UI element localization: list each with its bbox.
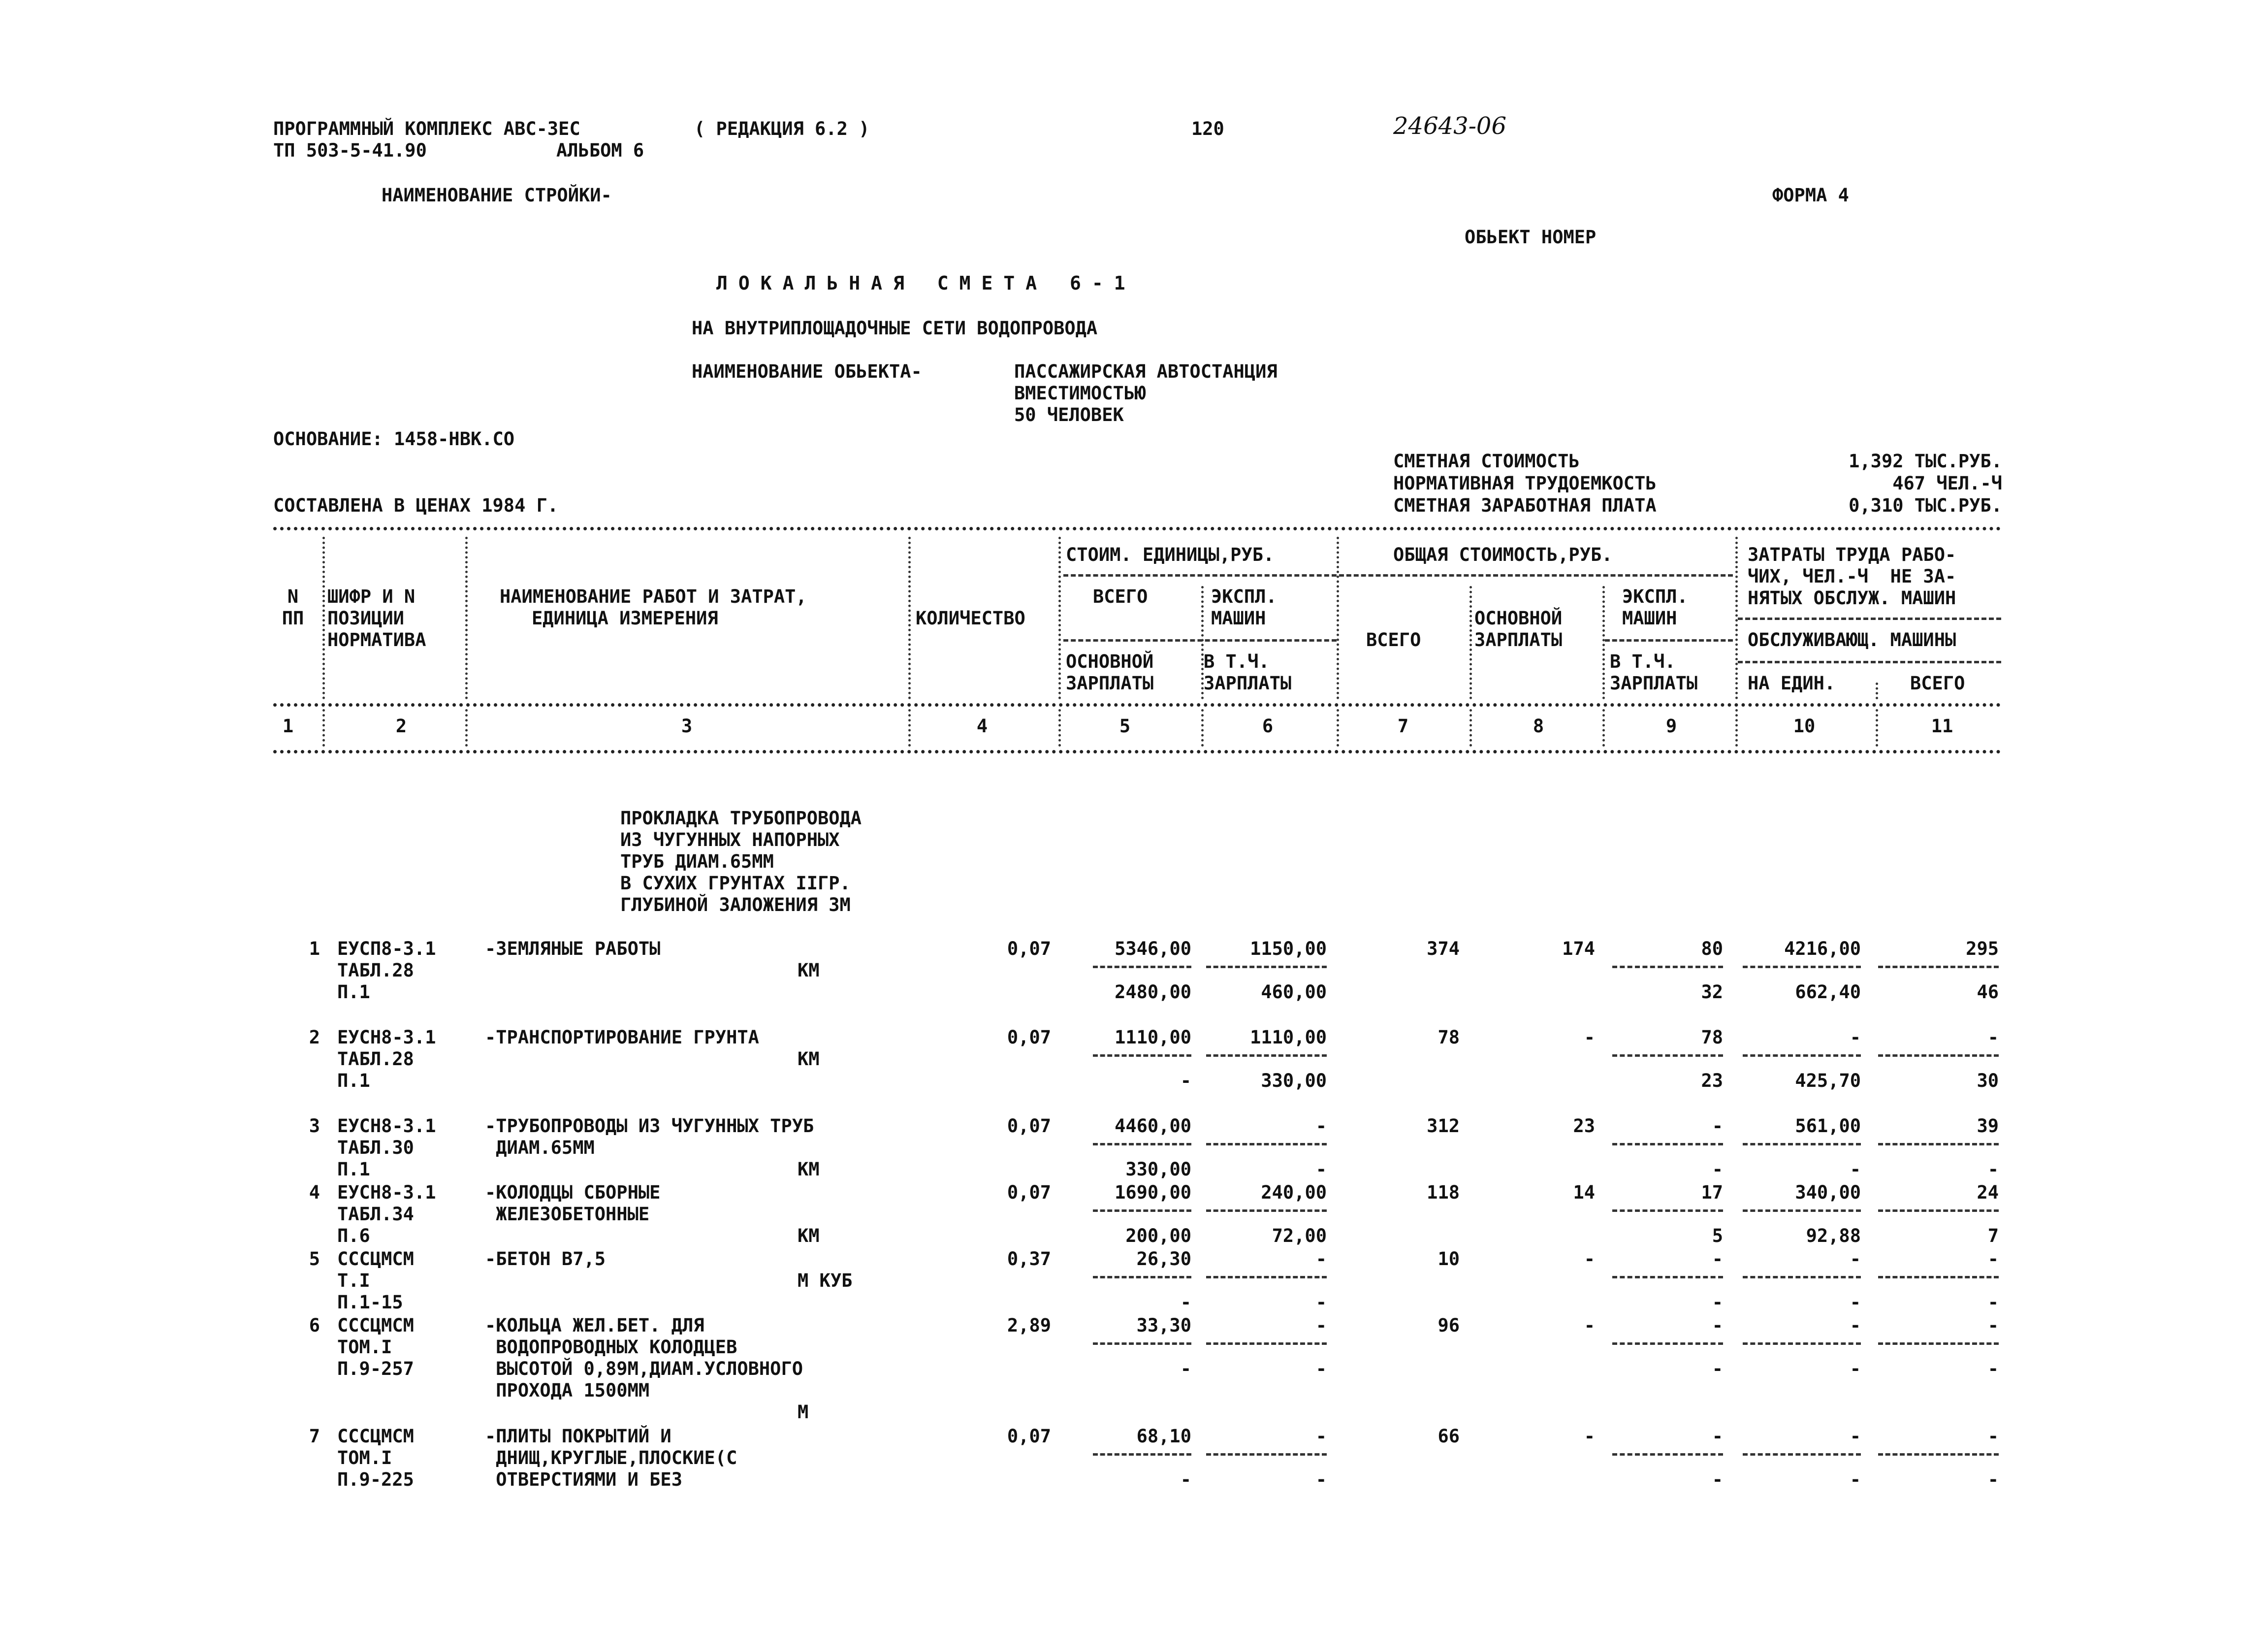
row-code: ТОМ.I [337,1447,392,1468]
row-total-machine-wage: - [1712,1358,1723,1379]
row-total-machine: - [1712,1248,1723,1270]
row-labor-total: 24 [1977,1182,1999,1203]
unit-wage-header: ОСНОВНОЙ [1066,651,1154,672]
subtotal-divider [1878,1209,1999,1212]
row-unit-total: 26,30 [1136,1248,1191,1270]
col1-header: N [287,586,299,607]
subtotal-divider [1206,1143,1327,1145]
subtotal-divider [1743,1054,1861,1057]
unit-cost-header: СТОИМ. ЕДИНИЦЫ,РУБ. [1066,544,1275,565]
column-separator [908,709,911,747]
subtotal-divider [1206,1342,1327,1345]
row-number: 7 [309,1426,320,1447]
row-unit-wage: - [1180,1469,1191,1490]
row-quantity: 0,07 [1007,1115,1051,1137]
row-unit: КМ [798,1225,820,1246]
row-unit-machine: 240,00 [1261,1182,1327,1203]
object-name-line: ПАССАЖИРСКАЯ АВТОСТАНЦИЯ [1014,361,1278,382]
subtotal-divider [1878,1342,1999,1345]
total-cost-header: ОБЩАЯ СТОИМОСТЬ,РУБ. [1393,544,1613,565]
row-code: ЕУСП8-3.1 [337,938,436,959]
subtotal-divider [1206,966,1327,968]
subtotal-divider [1206,1276,1327,1278]
column-number: 9 [1665,716,1677,737]
row-unit-machine-wage: - [1315,1469,1327,1490]
subtotal-divider [1206,1054,1327,1057]
labor-header: ЧИХ, ЧЕЛ.-Ч НЕ ЗА- [1748,566,1956,587]
unit-incl-header: В Т.Ч. [1204,651,1270,672]
row-code: ТАБЛ.30 [337,1137,414,1158]
row-total-machine-wage: - [1712,1159,1723,1180]
row-total-wage: 23 [1573,1115,1595,1137]
subtotal-divider [1743,1209,1861,1212]
row-code: ТАБЛ.28 [337,1048,414,1070]
row-total-machine-wage: - [1712,1292,1723,1313]
row-total-wage: - [1584,1315,1595,1336]
row-labor-total: - [1987,1426,1999,1447]
row-unit-machine-wage: 460,00 [1261,981,1327,1003]
column-number: 10 [1793,716,1816,737]
labor-unit-header: НА ЕДИН. [1748,673,1836,694]
unit-machine-header: ЭКСПЛ. [1211,586,1277,607]
col3-header: ЕДИНИЦА ИЗМЕРЕНИЯ [532,608,718,629]
row-total: 66 [1437,1426,1460,1447]
column-number: 11 [1931,716,1953,737]
total-machine-header: МАШИН [1622,608,1677,629]
section-line: ГЛУБИНОЙ ЗАЛОЖЕНИЯ 3М [620,894,851,915]
row-code: П.9-225 [337,1469,414,1490]
row-total-machine: 80 [1701,938,1723,959]
subtotal-divider [1612,966,1723,968]
row-total: 96 [1437,1315,1460,1336]
row-labor-total-machine: 7 [1987,1225,1999,1246]
section-line: ПРОКЛАДКА ТРУБОПРОВОДА [620,808,862,829]
page-subtitle: НА ВНУТРИПЛОЩАДОЧНЫЕ СЕТИ ВОДОПРОВОДА [692,318,1098,339]
row-total-machine-wage: 23 [1701,1070,1723,1091]
page-title: ЛОКАЛЬНАЯ СМЕТА 6-1 [716,272,1136,294]
labor-header: НЯТЫХ ОБСЛУЖ. МАШИН [1748,587,1956,609]
column-separator [1469,709,1472,747]
row-unit: КМ [798,1048,820,1070]
row-labor-total-machine: - [1987,1159,1999,1180]
row-name: ВЫСОТОЙ 0,89М,ДИАМ.УСЛОВНОГО [485,1358,803,1379]
summary-label: СМЕТНАЯ СТОИМОСТЬ [1393,451,1580,472]
row-code: ТАБЛ.28 [337,960,414,981]
edition: ( РЕДАКЦИЯ 6.2 ) [694,118,870,139]
row-name: ВОДОПРОВОДНЫХ КОЛОДЦЕВ [485,1336,737,1358]
row-labor-total: - [1987,1248,1999,1270]
row-name: -БЕТОН В7,5 [485,1248,606,1270]
row-total: 118 [1427,1182,1460,1203]
row-labor-unit: 561,00 [1795,1115,1861,1137]
object-name-line: ВМЕСТИМОСТЬЮ [1014,383,1146,404]
unit-total-header: ВСЕГО [1093,586,1148,607]
row-number: 1 [309,938,320,959]
column-number: 2 [395,716,407,737]
subtotal-divider [1743,966,1861,968]
row-unit: М КУБ [798,1270,853,1291]
row-unit-machine-wage: 72,00 [1272,1225,1327,1246]
unit-incl-header: ЗАРПЛАТЫ [1204,673,1292,694]
object-name-line: 50 ЧЕЛОВЕК [1014,404,1124,425]
subtotal-divider [1878,1276,1999,1278]
subtotal-divider [1612,1054,1723,1057]
column-number: 8 [1533,716,1544,737]
row-total: 10 [1437,1248,1460,1270]
row-unit: КМ [798,960,820,981]
summary-label: НОРМАТИВНАЯ ТРУДОЕМКОСТЬ [1393,473,1657,494]
subtotal-divider [1878,1054,1999,1057]
header-bottom-rule [273,750,2001,753]
row-total-wage: - [1584,1027,1595,1048]
subtotal-divider [1878,1453,1999,1456]
row-unit-wage: - [1180,1292,1191,1313]
row-labor-total: - [1987,1315,1999,1336]
row-code: П.9-257 [337,1358,414,1379]
row-unit-wage: 200,00 [1125,1225,1191,1246]
row-total-machine: - [1712,1315,1723,1336]
labor-header: ЗАТРАТЫ ТРУДА РАБО- [1748,544,1956,565]
row-code: СССЦМСМ [337,1426,414,1447]
object-number-label: ОБЬЕКТ НОМЕР [1465,227,1597,248]
row-total-machine: 17 [1701,1182,1723,1203]
col2-header: ШИФР И N [327,586,415,607]
row-unit-machine-wage: - [1315,1159,1327,1180]
row-total-machine-wage: 5 [1712,1225,1723,1246]
row-code: П.1 [337,1070,370,1091]
row-name: ПРОХОДА 1500ММ [485,1380,650,1401]
row-labor-total-machine: 46 [1977,981,1999,1003]
row-unit-total: 4460,00 [1115,1115,1191,1137]
row-unit-wage: 2480,00 [1115,981,1191,1003]
row-labor-unit: - [1850,1426,1861,1447]
unit-machine-header: МАШИН [1211,608,1266,629]
row-unit-wage: - [1180,1070,1191,1091]
row-unit-machine-wage: - [1315,1292,1327,1313]
row-unit-machine: 1110,00 [1250,1027,1327,1048]
table-top-rule [273,527,2001,530]
column-separator [1337,537,1339,699]
construction-label: НАИМЕНОВАНИЕ СТРОЙКИ- [382,185,612,206]
album: АЛЬБОМ 6 [556,140,644,161]
row-labor-total: 295 [1966,938,1999,959]
row-labor-total: - [1987,1027,1999,1048]
row-unit-machine: - [1315,1248,1327,1270]
row-total: 374 [1427,938,1460,959]
row-labor-unit-machine: - [1850,1358,1861,1379]
header-divider [1605,639,1733,642]
subtotal-divider [1093,966,1191,968]
row-unit: КМ [798,1159,820,1180]
row-name: -ТРАНСПОРТИРОВАНИЕ ГРУНТА [485,1027,759,1048]
row-labor-unit-machine: - [1850,1159,1861,1180]
col2-header: ПОЗИЦИИ [327,608,404,629]
header-divider [1063,574,1337,577]
row-labor-unit: 4216,00 [1784,938,1861,959]
row-labor-total-machine: - [1987,1358,1999,1379]
row-total-wage: 14 [1573,1182,1595,1203]
subtotal-divider [1093,1342,1191,1345]
row-number: 5 [309,1248,320,1270]
row-labor-unit-machine: - [1850,1292,1861,1313]
column-separator [1469,586,1472,699]
subtotal-divider [1093,1143,1191,1145]
total-machine-header: ЭКСПЛ. [1622,586,1688,607]
column-separator [1337,709,1339,747]
subtotal-divider [1743,1453,1861,1456]
subtotal-divider [1743,1276,1861,1278]
subtotal-divider [1743,1143,1861,1145]
project-code: ТП 503-5-41.90 [273,140,427,161]
subtotal-divider [1206,1453,1327,1456]
form-label: ФОРМА 4 [1772,185,1849,206]
row-quantity: 0,07 [1007,1027,1051,1048]
subtotal-divider [1206,1209,1327,1212]
row-unit-machine: - [1315,1115,1327,1137]
row-unit-machine-wage: - [1315,1358,1327,1379]
header-rule [273,703,2001,707]
row-labor-unit-machine: 662,40 [1795,981,1861,1003]
row-quantity: 0,07 [1007,1182,1051,1203]
row-quantity: 0,07 [1007,1426,1051,1447]
subtotal-divider [1878,1143,1999,1145]
summary-value: 467 ЧЕЛ.-Ч [1892,473,2002,494]
row-code: П.1 [337,981,370,1003]
row-total: 78 [1437,1027,1460,1048]
row-number: 3 [309,1115,320,1137]
row-labor-total-machine: - [1987,1292,1999,1313]
header-divider [1339,574,1733,577]
section-line: В СУХИХ ГРУНТАХ IIГР. [620,873,851,894]
total-incl-header: В Т.Ч. [1610,651,1676,672]
section-line: ИЗ ЧУГУННЫХ НАПОРНЫХ [620,829,840,850]
column-separator [908,537,911,699]
row-labor-unit-machine: - [1850,1469,1861,1490]
row-unit-wage: 330,00 [1125,1159,1191,1180]
subtotal-divider [1878,966,1999,968]
row-total-wage: 174 [1562,938,1595,959]
page-number: 120 [1191,118,1224,139]
subtotal-divider [1612,1143,1723,1145]
row-total-machine-wage: - [1712,1469,1723,1490]
column-separator [1201,709,1204,747]
total-all-header: ВСЕГО [1366,629,1421,651]
row-total-wage: - [1584,1248,1595,1270]
row-labor-total: 39 [1977,1115,1999,1137]
subtotal-divider [1612,1453,1723,1456]
row-name: -КОЛЬЦА ЖЕЛ.БЕТ. ДЛЯ [485,1315,704,1336]
col4-header: КОЛИЧЕСТВО [916,608,1025,629]
row-labor-unit-machine: 92,88 [1806,1225,1861,1246]
subtotal-divider [1743,1342,1861,1345]
summary-value: 1,392 ТЫС.РУБ. [1849,451,2002,472]
col3-header: НАИМЕНОВАНИЕ РАБОТ И ЗАТРАТ, [500,586,807,607]
basis: ОСНОВАНИЕ: 1458-НВК.СО [273,428,515,450]
row-labor-total-machine: - [1987,1469,1999,1490]
row-unit-machine: 1150,00 [1250,938,1327,959]
row-code: Т.I [337,1270,370,1291]
column-number: 3 [681,716,693,737]
row-total-machine: - [1712,1115,1723,1137]
column-separator [322,537,325,699]
labor-total-header: ВСЕГО [1910,673,1965,694]
row-code: ЕУСН8-3.1 [337,1115,436,1137]
program-name: ПРОГРАММНЫЙ КОМПЛЕКС АВС-ЗЕС [273,118,580,139]
column-separator [322,709,325,747]
row-quantity: 0,37 [1007,1248,1051,1270]
row-name: -ЗЕМЛЯНЫЕ РАБОТЫ [485,938,661,959]
row-unit-total: 5346,00 [1115,938,1191,959]
total-wage-header: ОСНОВНОЙ [1474,608,1563,629]
row-total-machine-wage: 32 [1701,981,1723,1003]
row-code: СССЦМСМ [337,1315,414,1336]
row-labor-unit: - [1850,1248,1861,1270]
object-label: НАИМЕНОВАНИЕ ОБЬЕКТА- [692,361,922,382]
column-number: 4 [976,716,988,737]
column-separator [1602,586,1605,699]
row-name: ЖЕЛЕЗОБЕТОННЫЕ [485,1204,650,1225]
col1-header: ПП [282,608,304,629]
subtotal-divider [1612,1209,1723,1212]
row-total-machine: - [1712,1426,1723,1447]
row-unit-total: 68,10 [1136,1426,1191,1447]
column-separator [1735,709,1738,747]
row-code: ТАБЛ.34 [337,1204,414,1225]
row-quantity: 2,89 [1007,1315,1051,1336]
subtotal-divider [1093,1209,1191,1212]
col2-header: НОРМАТИВА [327,629,426,651]
row-unit-machine-wage: 330,00 [1261,1070,1327,1091]
row-name: -КОЛОДЦЫ СБОРНЫЕ [485,1182,661,1203]
row-labor-unit-machine: 425,70 [1795,1070,1861,1091]
column-number: 6 [1262,716,1274,737]
header-divider [1738,661,2001,663]
row-unit-machine: - [1315,1315,1327,1336]
subtotal-divider [1093,1276,1191,1278]
row-code: ЕУСН8-3.1 [337,1182,436,1203]
row-quantity: 0,07 [1007,938,1051,959]
section-line: ТРУБ ДИАМ.65ММ [620,851,774,872]
row-total-machine: 78 [1701,1027,1723,1048]
column-separator [465,537,468,699]
row-number: 6 [309,1315,320,1336]
row-code: П.1-15 [337,1292,403,1313]
row-unit-machine: - [1315,1426,1327,1447]
column-separator [1058,709,1061,747]
column-number: 7 [1397,716,1409,737]
row-name: ОТВЕРСТИЯМИ И БЕЗ [485,1469,682,1490]
handwritten-number: 24643-06 [1393,112,1506,140]
row-code: П.1 [337,1159,370,1180]
column-number: 5 [1119,716,1131,737]
row-code: П.6 [337,1225,370,1246]
prices-note: СОСТАВЛЕНА В ЦЕНАХ 1984 Г. [273,495,559,516]
row-unit-total: 33,30 [1136,1315,1191,1336]
total-wage-header: ЗАРПЛАТЫ [1474,629,1563,651]
row-unit: М [798,1401,809,1423]
row-unit-wage: - [1180,1358,1191,1379]
row-name: ДНИЩ,КРУГЛЫЕ,ПЛОСКИЕ(С [485,1447,737,1468]
row-labor-total-machine: 30 [1977,1070,1999,1091]
column-separator [1058,537,1061,699]
subtotal-divider [1612,1342,1723,1345]
row-total-wage: - [1584,1426,1595,1447]
row-name: -ПЛИТЫ ПОКРЫТИЙ И [485,1426,671,1447]
column-separator [465,709,468,747]
header-divider [1738,618,2001,620]
subtotal-divider [1093,1453,1191,1456]
row-code: ЕУСН8-3.1 [337,1027,436,1048]
column-number: 1 [282,716,294,737]
row-code: СССЦМСМ [337,1248,414,1270]
row-unit-total: 1690,00 [1115,1182,1191,1203]
summary-label: СМЕТНАЯ ЗАРАБОТНАЯ ПЛАТА [1393,495,1657,516]
row-code: ТОМ.I [337,1336,392,1358]
summary-value: 0,310 ТЫС.РУБ. [1849,495,2002,516]
row-number: 4 [309,1182,320,1203]
labor-sub-header: ОБСЛУЖИВАЮЩ. МАШИНЫ [1748,629,1956,651]
row-number: 2 [309,1027,320,1048]
subtotal-divider [1612,1276,1723,1278]
row-total: 312 [1427,1115,1460,1137]
column-separator [1876,709,1878,747]
column-separator [1602,709,1605,747]
header-divider [1063,639,1337,642]
subtotal-divider [1093,1054,1191,1057]
row-name: -ТРУБОПРОВОДЫ ИЗ ЧУГУННЫХ ТРУБ [485,1115,814,1137]
row-labor-unit: 340,00 [1795,1182,1861,1203]
unit-wage-header: ЗАРПЛАТЫ [1066,673,1154,694]
row-name: ДИАМ.65ММ [485,1137,595,1158]
row-unit-total: 1110,00 [1115,1027,1191,1048]
total-incl-header: ЗАРПЛАТЫ [1610,673,1698,694]
row-labor-unit: - [1850,1027,1861,1048]
row-labor-unit: - [1850,1315,1861,1336]
column-separator [1876,683,1878,699]
